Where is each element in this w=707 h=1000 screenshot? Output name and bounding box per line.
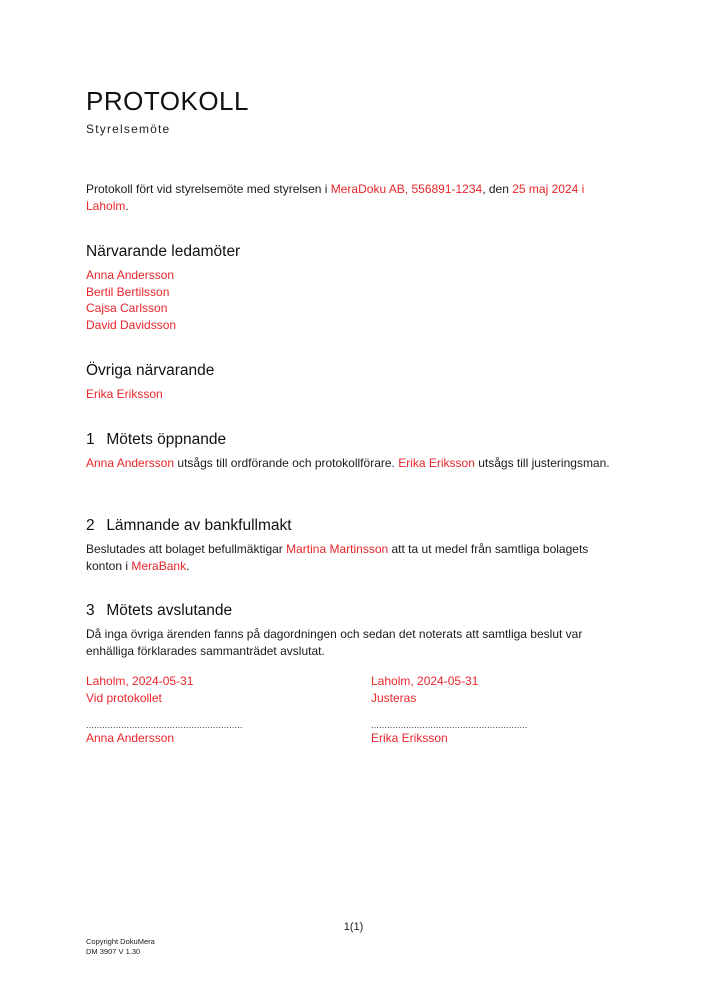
intro-paragraph [86,181,626,215]
intro-text: . [125,199,129,213]
person-name: Anna Andersson [86,456,175,470]
signature-place-date: Laholm, 2024-05-31 [86,674,194,688]
section-number: 1 [86,431,95,448]
section-heading [86,517,292,535]
member-name: Bertil Bertilsson [86,284,170,299]
paragraph-text: Beslutades att bolaget befullmäktigar [86,542,287,556]
signature-place-date: Laholm, 2024-05-31 [371,674,479,688]
intro-text: Protokoll fört vid styrelsemöte med styrelsen i [86,182,331,196]
signature-name: Erika Eriksson [371,731,448,745]
section-heading [86,602,232,620]
signature-block [86,673,243,747]
signature-role: Vid protokollet [86,691,162,705]
signature-line: .......................................................... [371,720,528,730]
meeting-date-place: 25 maj 2024 i Laholm [86,182,585,213]
person-name: Martina Martinsson [286,542,389,556]
section-heading [86,431,226,449]
signature-block [371,673,528,747]
members-list [86,267,176,334]
footer-version: DM 3907 V 1.30 [86,947,141,956]
member-name: Anna Andersson [86,268,175,282]
section-number: 2 [86,517,95,534]
page-number: 1(1) [343,921,364,933]
member-name: David Davidsson [86,318,177,333]
section-title: Lämnande av bankfullmakt [106,517,292,534]
section-paragraph: Då inga övriga ärenden fanns på dagordningen och sedan det noterats att samtliga beslut var enhälliga förklarades sammanträdet avslutat. [86,627,583,658]
paragraph-text: utsågs till ordförande och protokollförare. [174,456,399,470]
signature-role: Justeras [371,691,417,705]
paragraph-text: att ta ut medel från samtliga bolagets konton i [86,542,589,573]
signature-line: .......................................................... [86,720,243,730]
others-heading: Övriga närvarande [86,362,215,379]
section-title: Mötets avslutande [106,602,233,619]
paragraph-text: utsågs till justeringsman. [474,456,610,470]
page-subtitle: Styrelsemöte [86,122,171,136]
company-name: MeraDoku AB, 556891-1234 [330,182,483,196]
section-title: Mötets öppnande [106,431,227,448]
page-title: PROTOKOLL [86,86,249,116]
section-paragraph [86,455,626,472]
paragraph-text: . [186,559,190,573]
other-attendee-name: Erika Eriksson [86,387,163,401]
intro-text: , den [482,182,513,196]
members-heading: Närvarande ledamöter [86,243,241,260]
section-number: 3 [86,602,95,619]
others-list [86,386,163,403]
footer [86,937,155,957]
member-name: Cajsa Carlsson [86,301,168,316]
signature-name: Anna Andersson [86,731,175,745]
section-paragraph [86,541,626,575]
person-name: Erika Eriksson [398,456,475,470]
footer-copyright: Copyright DokuMera [86,937,155,946]
bank-name: MeraBank [131,559,187,573]
